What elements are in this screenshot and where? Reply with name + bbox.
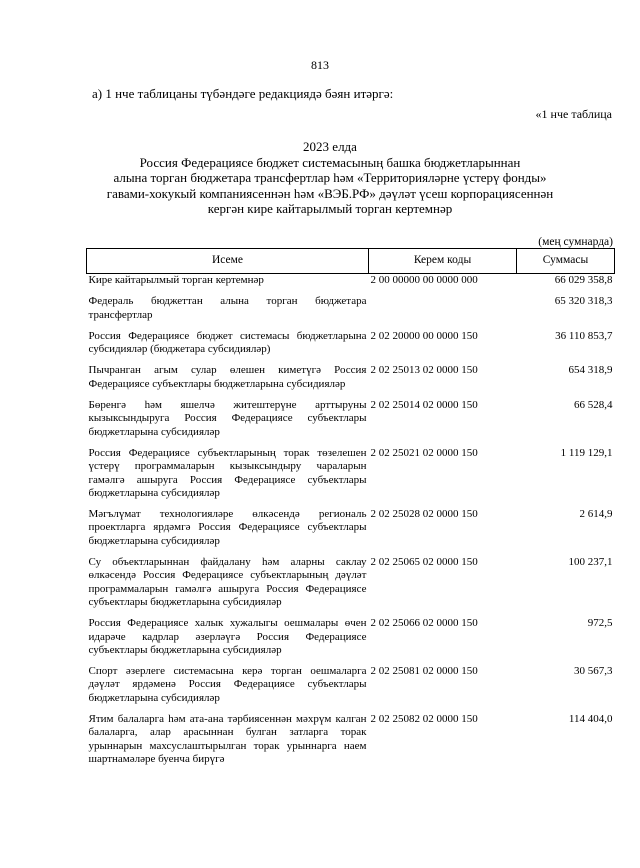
- table-header-row: [87, 249, 615, 274]
- row-code: 2 02 25065 02 0000 150: [370, 556, 478, 569]
- row-sum: 65 320 318,3: [554, 295, 613, 308]
- row-name: Мәгълүмат технологияләре өлкәсендә региональ проектларга ярдәмгә Россия Федерациясе субъектлары бюджетларына субсидияләр: [88, 508, 367, 547]
- row-code: 2 02 20000 00 0000 150: [370, 329, 478, 342]
- table-row: [87, 617, 615, 665]
- table-title: [70, 139, 590, 217]
- column-header-code: Керем коды: [369, 249, 517, 274]
- row-sum: 36 110 853,7: [555, 329, 613, 342]
- revenue-table: [86, 248, 615, 774]
- row-sum: 66 528,4: [574, 399, 613, 412]
- page-number: 813: [311, 58, 329, 72]
- row-code: 2 02 25021 02 0000 150: [370, 446, 478, 459]
- row-sum: 972,5: [587, 617, 613, 630]
- table-row: [87, 295, 615, 330]
- table-reference: «1 нче таблица: [535, 107, 612, 121]
- row-sum: 100 237,1: [568, 556, 613, 569]
- intro-text: а) 1 нче таблицаны түбәндәге редакциядә бәян итәргә:: [92, 86, 394, 101]
- table-row: [87, 508, 615, 556]
- title-line: кергән кире кайтарылмый торган кертемнәр: [207, 201, 453, 216]
- row-code: 2 02 25028 02 0000 150: [370, 508, 478, 521]
- row-code: 2 02 25066 02 0000 150: [370, 617, 478, 630]
- column-header-sum: Суммасы: [517, 249, 615, 274]
- row-sum: 654 318,9: [568, 364, 613, 377]
- row-code: 2 02 25081 02 0000 150: [370, 665, 478, 678]
- table-row: [87, 364, 615, 399]
- row-name: Спорт әзерлеге системасына керә торган оешмаларга дәүләт ярдәменә Россия Федерациясе субъектлары бюджетларына субсидияләр: [88, 665, 367, 704]
- table-row: [87, 665, 615, 713]
- title-year: 2023 елда: [303, 139, 357, 154]
- row-name: Россия Федерациясе субъектларының торак төзелешен үстерү программаларын кызыксындыру чараларын гамәлгә ашыруга Россия Федерациясе субъектлары бюджетларына субсидияләр: [88, 446, 367, 499]
- row-name: Бөренгә һәм яшелчә житештерүне арттыруны кызыксындыруга Россия Федерациясе субъектлары бюджетларына субсидияләр: [88, 399, 367, 438]
- row-code: 2 02 25082 02 0000 150: [370, 713, 478, 726]
- row-code: 2 00 00000 00 0000 000: [370, 274, 478, 286]
- row-name: Россия Федерациясе халык хужалыгы оешмалары өчен идарәче кадрлар әзерләүгә Россия Федерациясе субъектлары бюджетларына субсидияләр: [88, 617, 367, 656]
- row-code: 2 02 25013 02 0000 150: [370, 364, 478, 377]
- row-sum: 2 614,9: [579, 508, 613, 521]
- units-note: (мең сумнарда): [538, 236, 613, 248]
- row-name: Россия Федерациясе бюджет системасы бюджетларына субсидияләр (бюджетара субсидияләр): [88, 329, 367, 356]
- row-sum: 30 567,3: [574, 665, 613, 678]
- row-name: Ятим балаларга һәм ата-ана тәрбиясеннән мәхрүм калган балаларга, алар арасыннан булган затларга торак урыннарын махсуслаштырылган торак урыннарга наем шартнамәләре буенча бирүгә: [88, 713, 367, 765]
- table-row: [87, 556, 615, 617]
- table-row: [87, 330, 615, 365]
- column-header-name: Исеме: [87, 249, 369, 274]
- row-name: Кире кайтарылмый торган кертемнәр: [88, 274, 264, 286]
- table-row: [87, 274, 615, 296]
- table-row: [87, 713, 615, 774]
- row-sum: 66 029 358,8: [554, 274, 613, 286]
- row-sum: 1 119 129,1: [560, 446, 613, 459]
- table-row: [87, 399, 615, 447]
- title-line: Россия Федерациясе бюджет системасының башка бюджетларыннан: [139, 154, 521, 170]
- title-line: алына торган бюджетара трансфертлар һәм «Территорияләрне үстерү фонды»: [113, 170, 547, 185]
- row-code: [369, 295, 517, 330]
- row-name: Пычранган агым сулар өлешен киметүгә Россия Федерациясе субъектлары бюджетларына субсидияләр: [88, 364, 367, 390]
- row-name: Федераль бюджеттан алына торган бюджетара трансфертлар: [88, 295, 367, 321]
- row-sum: 114 404,0: [568, 713, 613, 726]
- row-code: 2 02 25014 02 0000 150: [370, 399, 478, 412]
- row-name: Су объектларыннан файдалану һәм аларны саклау өлкәсендә Россия Федерациясе субъектларының дәүләт программаларын гамәлгә ашыруга Россия Федерациясе субъектлары бюджетларына субсидияләр: [88, 556, 367, 608]
- title-line: гавами-хокукый компаниясеннән һәм «ВЭБ.РФ» дәүләт үсеш корпорациясеннән: [106, 185, 554, 201]
- table-row: [87, 447, 615, 508]
